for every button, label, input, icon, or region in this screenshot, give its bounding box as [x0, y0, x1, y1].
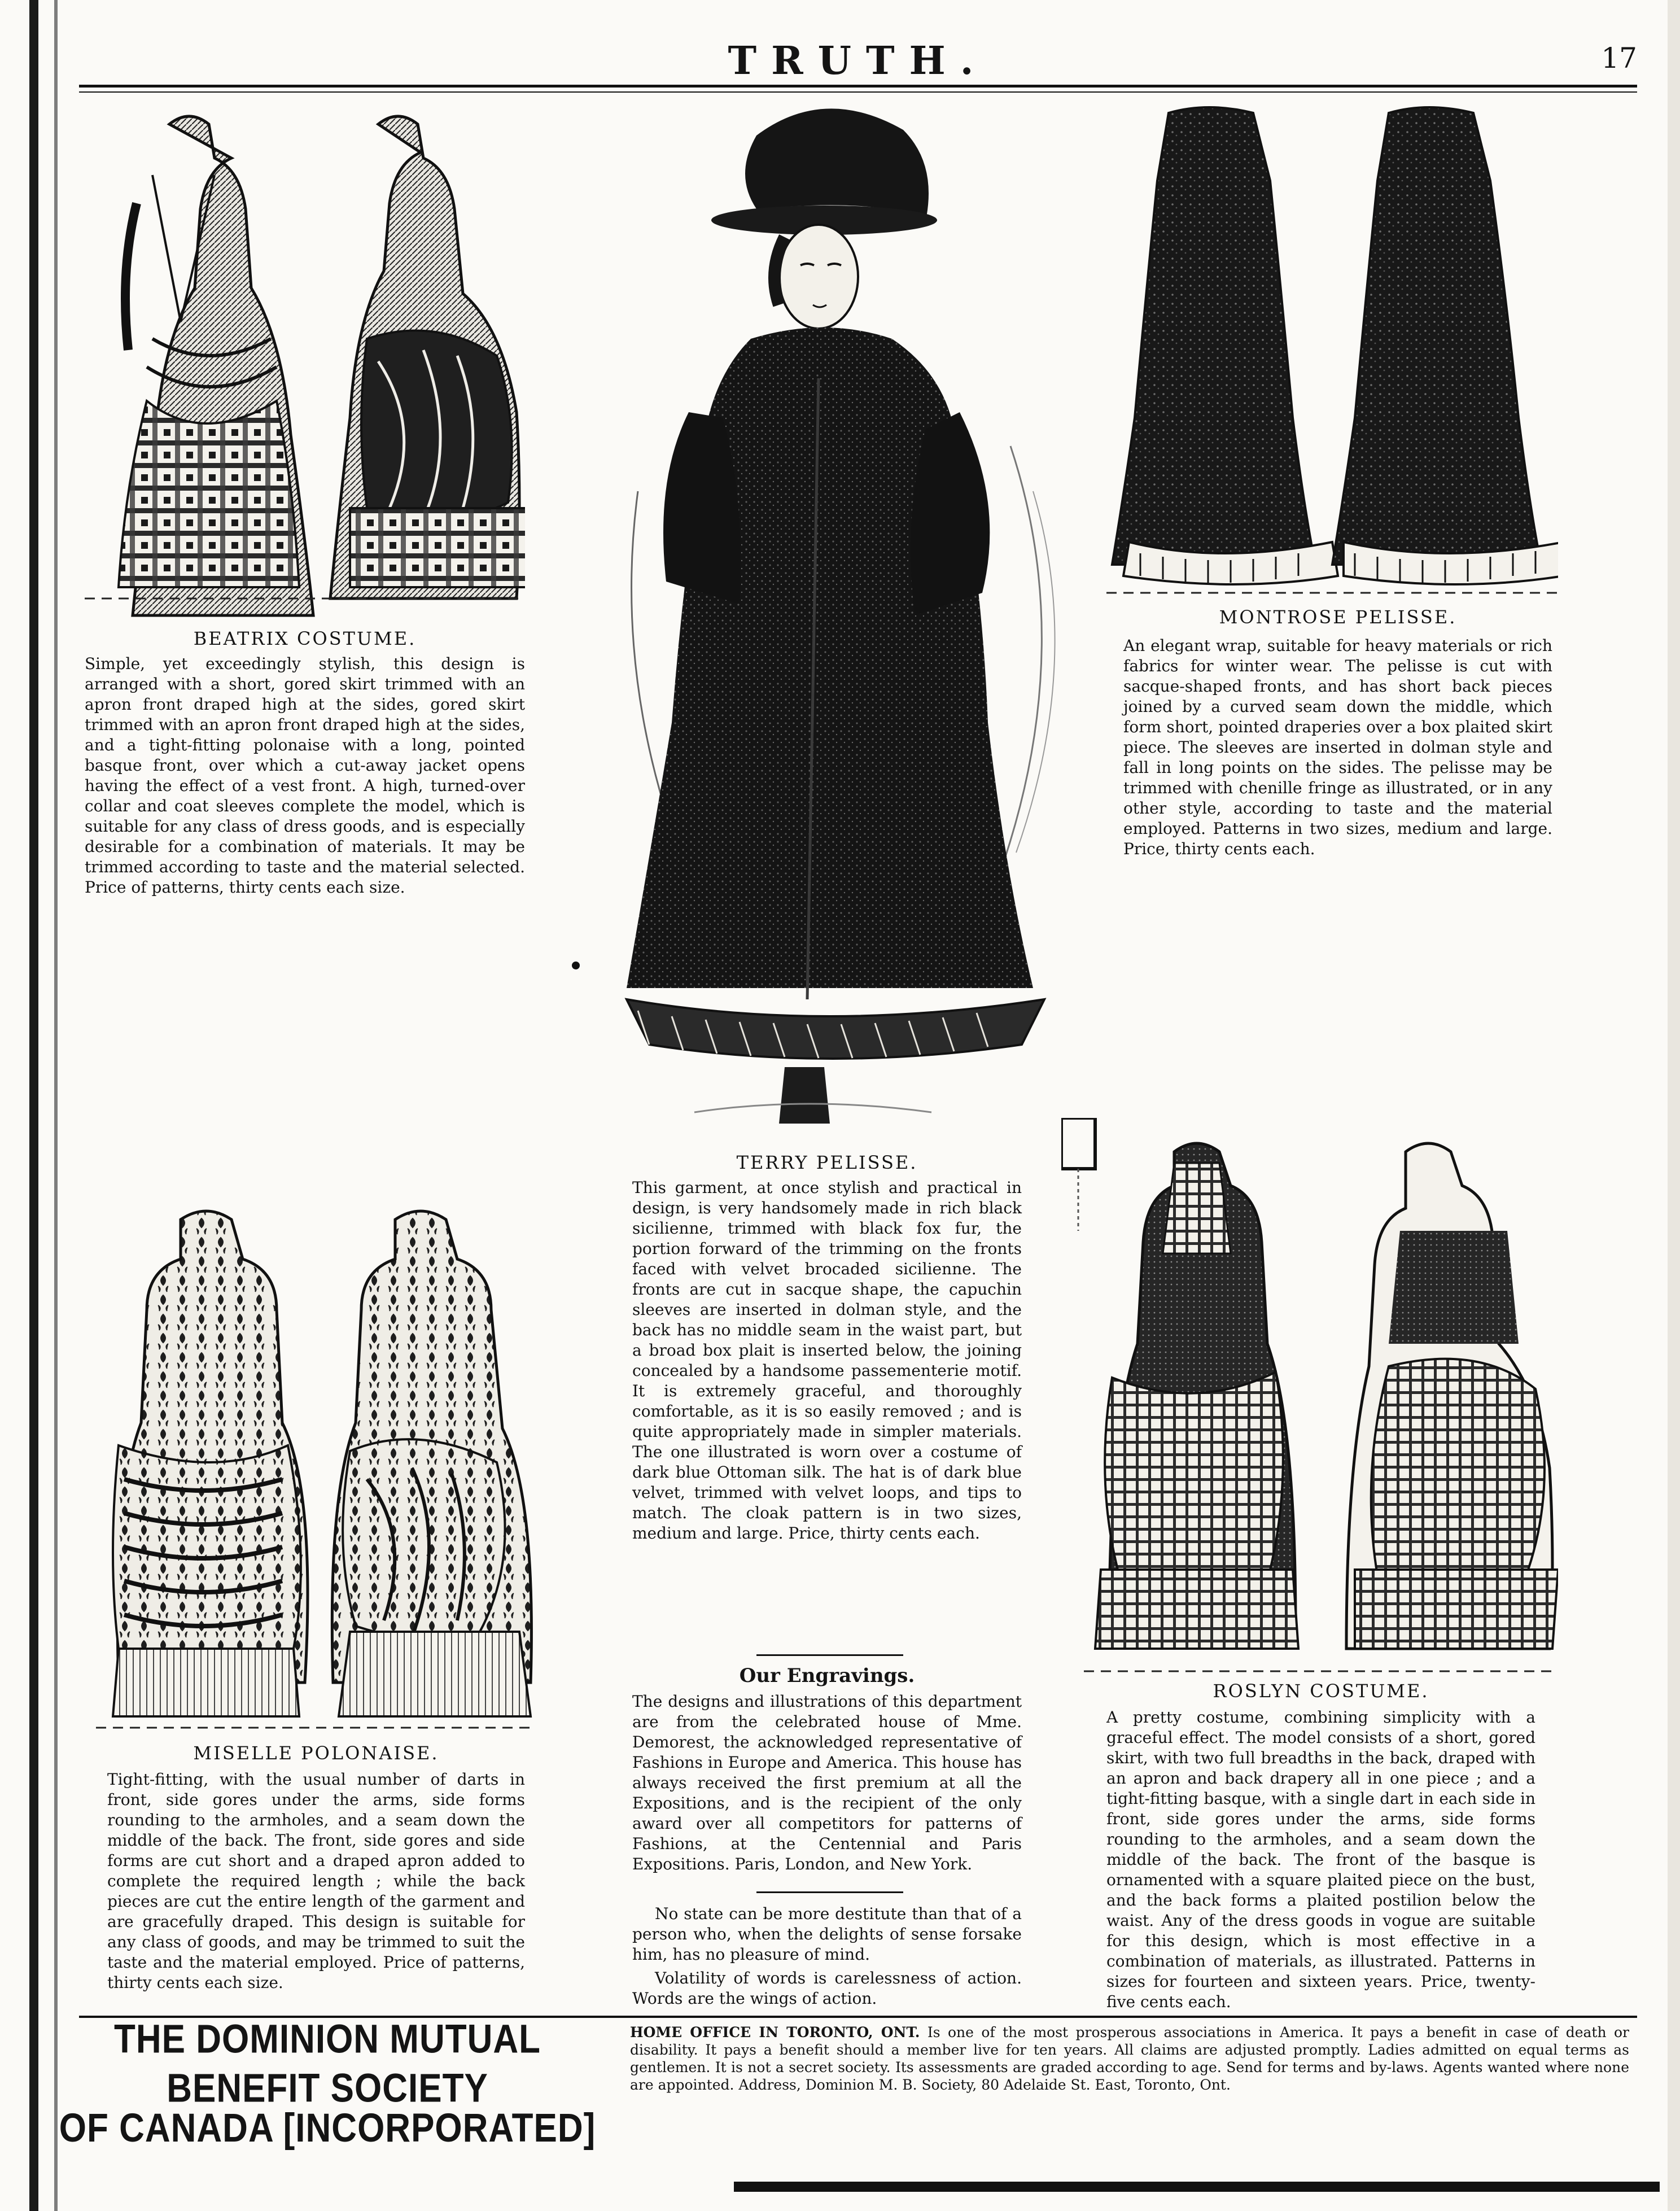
scan-edge — [1668, 0, 1680, 2211]
engravings-description — [632, 1692, 1022, 1874]
terry-caption: TERRY PELISSE. — [736, 1152, 918, 1173]
roslyn-description — [1106, 1707, 1535, 2012]
terry-text: This garment, at once stylish and practical in design, is very handsomely made in rich black sicilienne, trimmed with black fox fur, the portion forward of the trimming on the fronts faced with velvet brocaded sicilienne. The fronts are cut in sacque shape, the capuchin sleeves are inserted in dolman style, and the back has no middle seam in the waist part, but a broad box plait is inserted below, the joining concealed by a handsome passementerie motif. It is extremely graceful, and thoroughly comfortable, as it is so easily removed ; and is quite appropriately made in simpler materials. The one illustrated is worn over a costume of dark blue Ottoman silk. The hat is of dark blue velvet, trimmed with velvet loops, and tips to match. The cloak pattern is in two sizes, medium and large. Price, thirty cents each. — [632, 1178, 1022, 1543]
aphorism-block — [632, 1904, 1022, 2009]
scan-edge — [54, 0, 58, 2211]
miselle-description — [107, 1769, 525, 1993]
montrose-pelisse-illustration — [1106, 102, 1558, 610]
miselle-caption: MISELLE POLONAISE. — [193, 1742, 439, 1764]
montrose-text: An elegant wrap, suitable for heavy materials or rich fabrics for winter wear. The pelisse is cut with sacque-shaped fronts, and has short back pieces joined by a curved seam down the middle, which form short, pointed draperies over a box plaited skirt piece. The sleeves are inserted in dolman style and fall in long points on the sides. The pelisse may be trimmed with chenille fringe as illustrated, or in any other style, according to taste and the material employed. Patterns in two sizes, medium and large. Price, thirty cents each. — [1123, 636, 1552, 858]
advertisement-line-2: OF CANADA [INCORPORATED] — [59, 2105, 596, 2151]
roslyn-text: A pretty costume, combining simplicity with a graceful effect. The model consists of a short, gored skirt, with two full breadths in the back, draped with an apron and back drapery all in one piece ; and a tight-fitting basque, with a single dart in each side in front, side gores under the arms, side forms rounding to the armholes, and a seam down the middle of the back. The front of the basque is ornamented with a square plaited piece on the bust, and the back forms a plaited postilion below the waist. Any of the dress goods in vogue are suitable for this design, which is most effective in a combination of materials, as illustrated. Patterns in sizes for fourteen and sixteen years. Price, twenty-five cents each. — [1106, 1708, 1535, 2011]
roslyn-costume-illustration — [1061, 1118, 1558, 1683]
beatrix-costume-illustration — [85, 102, 525, 621]
beatrix-caption: BEATRIX COSTUME. — [193, 628, 417, 649]
scan-artifact-bar — [734, 2182, 1660, 2192]
miselle-text: Tight-fitting, with the usual number of darts in front, side gores under the arms, side forms rounding to the armholes, and a seam down the middle of the back. The front, side gores and side forms are cut short and a draped apron added to complete the required length ; while the back pieces are cut the entire length of the garment and are gracefully draped. This design is suitable for any class of goods, and may be trimmed to suit the taste and the material employed. Price of patterns, thirty cents each size. — [107, 1770, 525, 1992]
header-rule — [79, 85, 1637, 88]
section-rule — [756, 1654, 903, 1656]
roslyn-caption: ROSLYN COSTUME. — [1213, 1680, 1429, 1702]
terry-pelisse-illustration — [570, 96, 1101, 1146]
page-number: 17 — [1601, 42, 1637, 75]
advertisement-body — [630, 2024, 1629, 2094]
beatrix-description — [85, 654, 525, 898]
montrose-caption: MONTROSE PELISSE. — [1219, 606, 1457, 628]
advertisement-title — [40, 2017, 615, 2151]
advertisement-text: Is one of the most prosperous associations in America. It pays a benefit in case of death or disability. It pays a benefit should a member live for ten years. All claims are adjusted promptly. Ladies admitted on equal terms as gentlemen. It is not a secret society. Its assessments are graded according to age. Send for terms and by-laws. Agents wanted where none are appointed. Address, Dominion M. B. Society, 80 Adelaide St. East, Toronto, Ont. — [630, 2024, 1629, 2093]
aphorism-first: No state can be more destitute than that of a person who, when the delights of sense forsake him, has no pleasure of mind. — [632, 1904, 1022, 1964]
miselle-polonaise-illustration — [96, 1197, 536, 1739]
montrose-description — [1123, 636, 1552, 859]
engravings-heading: Our Engravings. — [739, 1664, 915, 1687]
advertisement-lead: HOME OFFICE IN TORONTO, ONT. — [630, 2024, 920, 2040]
header-rule — [79, 91, 1637, 93]
advertisement-line-1: THE DOMINION MUTUAL BENEFIT SOCIETY — [113, 2017, 541, 2111]
beatrix-text: Simple, yet exceedingly stylish, this design is arranged with a short, gored skirt trimmed with an apron front draped high at the sides, gored skirt trimmed with an apron front draped high at the sides, and a tight-fitting polonaise with a long, pointed basque front, over which a cut-away jacket opens having the effect of a vest front. A high, turned-over collar and coat sleeves complete the model, which is suitable for any class of dress goods, and is especially desirable for a combination of materials. It may be trimmed according to taste and the material selected. Price of patterns, thirty cents each size. — [85, 654, 525, 897]
aphorism-second: Volatility of words is carelessness of action. Words are the wings of action. — [632, 1969, 1022, 2008]
section-rule — [756, 1891, 903, 1893]
engravings-text: The designs and illustrations of this department are from the celebrated house of Mme. Demorest, the acknowledged representative of Fashions in Europe and America. This house has always received the first premium at all the Expositions, and is the recipient of the only award over all competitors for patterns of Fashions, at the Centennial and Paris Expositions. Paris, London, and New York. — [632, 1692, 1022, 1873]
newspaper-title: TRUTH. — [728, 38, 988, 84]
scan-edge — [29, 0, 38, 2211]
terry-description — [632, 1178, 1022, 1544]
